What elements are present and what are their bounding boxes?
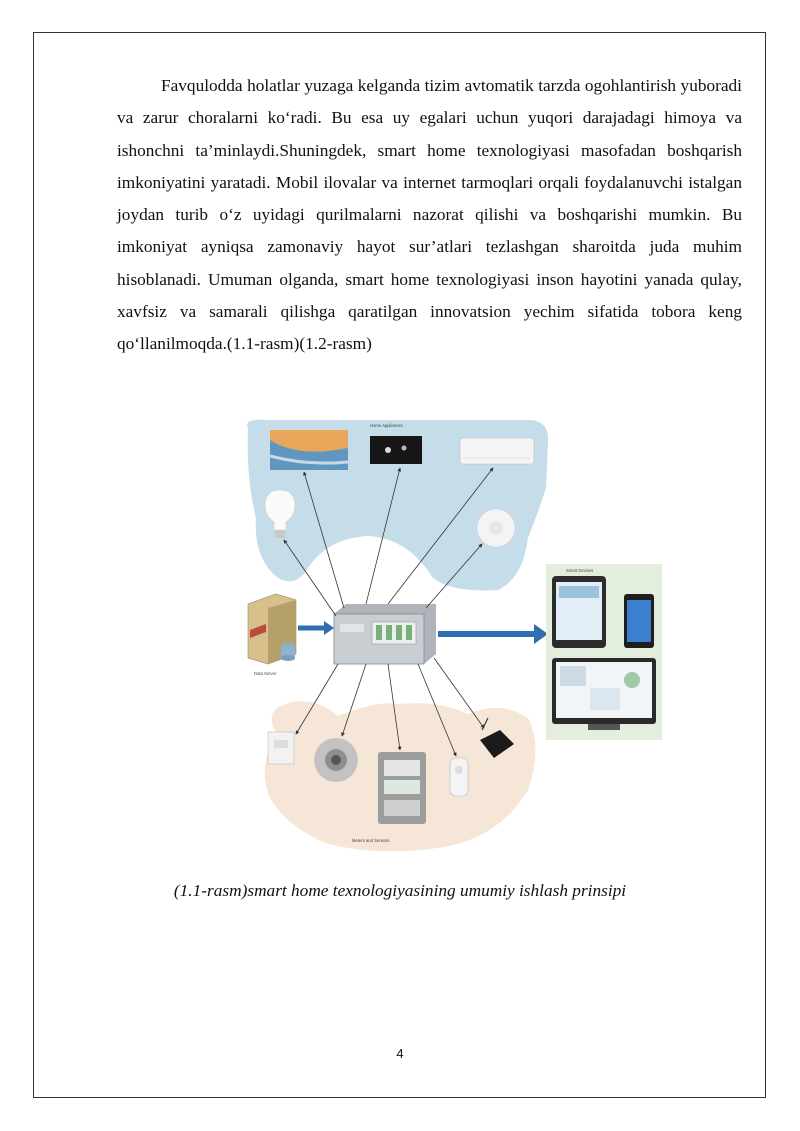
data-server-icon (248, 594, 296, 664)
server-link-arrowhead (324, 621, 334, 635)
appliances-group-label: Home Appliances (370, 423, 403, 428)
electric-meter-icon (378, 752, 426, 824)
page-number: 4 (396, 1046, 404, 1061)
smoke-detector-icon (477, 509, 515, 547)
smart-hub-icon (334, 604, 436, 664)
smartphone-icon (624, 594, 654, 648)
data-server-label: Data Server (254, 671, 277, 676)
projector-screen-icon (370, 436, 422, 464)
body-paragraph: Favqulodda holatlar yuzaga kelganda tizim avtomatik tarzda ogohlantirish yuboradi va zarur choralarni ko‘radi. Bu esa uy egalari uchun yuqori darajadagi himoya va ishonchni ta’minlaydi.Shuningdek, smart home texnologiyasi masofadan boshqarish imkoniyatini yaratadi. Mobil ilovalar va internet tarmoqlari orqali foydalanuvchi istalgan joydan turib o‘z uyidagi qurilmalarni nazorat qilishi va boshqarishi mumkin. Bu imkoniyat ayniqsa zamonaviy hayot sur’atlari tezlashgan sharoitda juda muhim hisoblanadi. Umuman olganda, smart home texnologiyasi inson hayotini yanada qulay, xavfsiz va samarali qilishga qaratilgan innovatsion yechim sifatida tobora keng qo‘llanilmoqda.(1.1-rasm)(1.2-rasm) (117, 76, 742, 354)
camera-icon (314, 738, 358, 782)
tv-icon (270, 430, 348, 470)
smart-home-diagram (238, 418, 664, 858)
devices-link-arrowhead (534, 624, 548, 644)
motion-sensor-icon (450, 758, 468, 796)
thermostat-icon (268, 732, 294, 764)
smart-devices-group-label: Smart Devices (566, 568, 594, 573)
air-conditioner-icon (460, 438, 534, 464)
figure-caption: (1.1-rasm)smart home texnologiyasining umumiy ishlash prinsipi (173, 881, 627, 900)
tablet-icon (552, 576, 606, 648)
meters-sensors-group-label: Meters and Sensors (352, 838, 390, 843)
monitor-icon (552, 658, 656, 730)
